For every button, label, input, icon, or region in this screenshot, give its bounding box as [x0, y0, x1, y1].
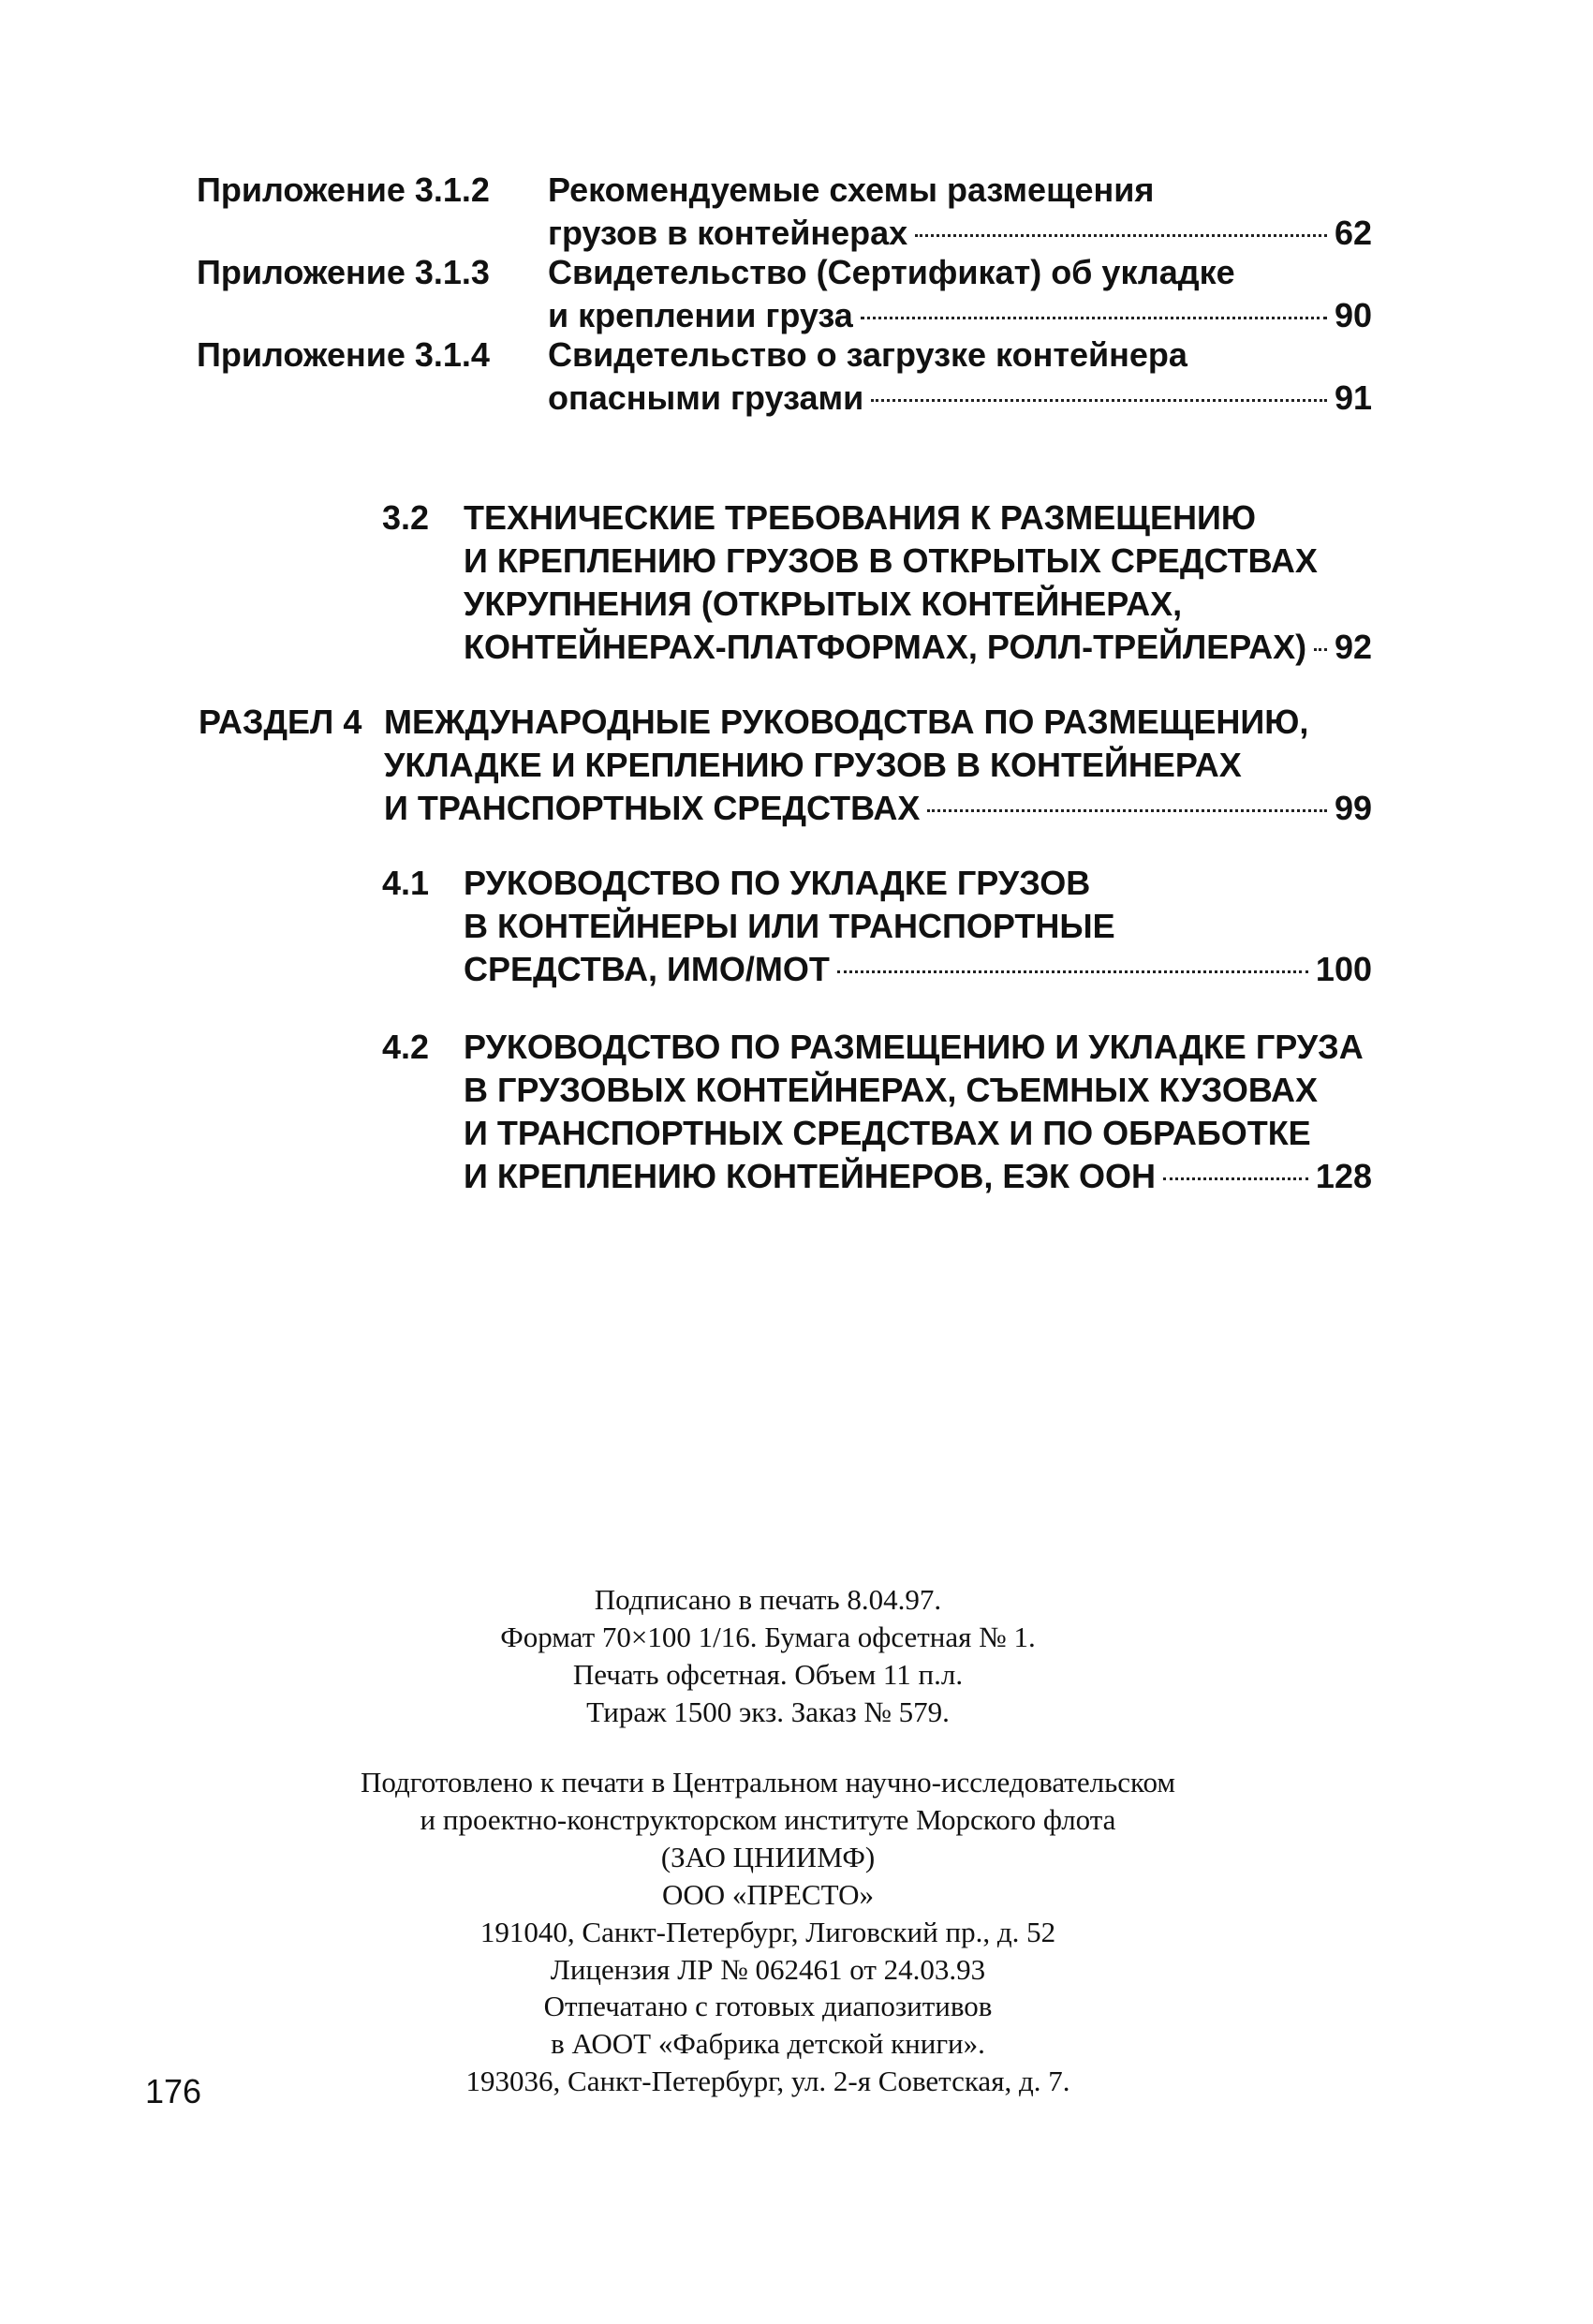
entry-title-line: СРЕДСТВА, ИМО/МОТ: [464, 950, 830, 988]
toc-entry: [548, 333, 1372, 420]
entry-last-line: [548, 212, 1372, 255]
entry-title-line: КОНТЕЙНЕРАХ-ПЛАТФОРМАХ, РОЛЛ-ТРЕЙЛЕРАХ): [464, 628, 1307, 666]
dot-leader: [927, 809, 1327, 812]
imprint-line: и проектно-конструкторском институте Морского флота: [420, 1803, 1116, 1836]
entry-title-line: УКРУПНЕНИЯ (ОТКРЫТЫХ КОНТЕЙНЕРАХ,: [464, 585, 1183, 623]
imprint-line: (ЗАО ЦНИИМФ): [660, 1841, 876, 1873]
entry-title-line: грузов в контейнерах: [548, 214, 908, 252]
appendix-label: Приложение 3.1.4: [197, 335, 490, 374]
print-info: [281, 1581, 1255, 1731]
entry-title-line: В КОНТЕЙНЕРЫ ИЛИ ТРАНСПОРТНЫЕ: [464, 907, 1115, 945]
appendix-label: Приложение 3.1.3: [197, 253, 490, 291]
page-ref: 99: [1334, 789, 1372, 827]
dot-leader: [837, 970, 1308, 973]
publisher-info: [281, 1764, 1255, 1989]
section-number: РАЗДЕЛ 4: [199, 703, 362, 741]
entry-title-line: И КРЕПЛЕНИЮ ГРУЗОВ В ОТКРЫТЫХ СРЕДСТВАХ: [464, 541, 1318, 580]
toc-entry: [464, 496, 1372, 669]
dot-leader: [861, 317, 1327, 319]
page-ref: 62: [1334, 214, 1372, 252]
entry-title-line: В ГРУЗОВЫХ КОНТЕЙНЕРАХ, СЪЕМНЫХ КУЗОВАХ: [464, 1071, 1319, 1109]
entry-title-line: и креплении груза: [548, 296, 853, 334]
toc-entry: [548, 169, 1372, 255]
page-ref: 90: [1334, 296, 1372, 334]
section-number: 4.2: [382, 1028, 430, 1066]
page-ref: 91: [1334, 378, 1372, 417]
imprint-line: Отпечатано с готовых диапозитивов: [543, 1990, 993, 2022]
entry-title-line: МЕЖДУНАРОДНЫЕ РУКОВОДСТВА ПО РАЗМЕЩЕНИЮ,: [384, 703, 1309, 741]
page-ref: 100: [1315, 950, 1372, 988]
imprint-line: Подготовлено к печати в Центральном научно-исследовательском: [361, 1766, 1175, 1799]
dot-leader: [1163, 1177, 1308, 1180]
imprint-line: ООО «ПРЕСТО»: [661, 1878, 875, 1911]
entry-title-line: опасными грузами: [548, 378, 864, 417]
entry-last-line: [464, 626, 1372, 669]
section-number: 3.2: [382, 498, 430, 537]
entry-last-line: [548, 294, 1372, 337]
imprint-line: Формат 70×100 1/16. Бумага офсетная № 1.: [500, 1621, 1036, 1653]
imprint-line: Печать офсетная. Объем 11 п.л.: [572, 1658, 964, 1691]
printer-info: [281, 1988, 1255, 2100]
entry-title-line: РУКОВОДСТВО ПО УКЛАДКЕ ГРУЗОВ: [464, 864, 1091, 902]
imprint-line: Тираж 1500 экз. Заказ № 579.: [586, 1695, 950, 1728]
entry-last-line: [464, 948, 1372, 991]
dot-leader: [915, 234, 1327, 237]
imprint-line: 193036, Санкт-Петербург, ул. 2-я Советская, д. 7.: [465, 2065, 1070, 2097]
entry-title-line: И ТРАНСПОРТНЫХ СРЕДСТВАХ: [384, 789, 921, 827]
toc-entry: [384, 701, 1372, 830]
entry-title-line: Рекомендуемые схемы размещения: [548, 170, 1155, 209]
page-ref: 128: [1315, 1157, 1372, 1195]
toc-entry: [548, 251, 1372, 337]
page-number: 176: [145, 2072, 202, 2110]
entry-title-line: УКЛАДКЕ И КРЕПЛЕНИЮ ГРУЗОВ В КОНТЕЙНЕРАХ: [384, 746, 1242, 784]
entry-last-line: [384, 787, 1372, 830]
section-number: 4.1: [382, 864, 430, 902]
entry-last-line: [464, 1155, 1372, 1198]
imprint-line: Лицензия ЛР № 062461 от 24.03.93: [550, 1953, 986, 1986]
entry-last-line: [548, 377, 1372, 420]
toc-entry: [464, 1026, 1372, 1198]
toc-entry: [464, 862, 1372, 991]
entry-title-line: ТЕХНИЧЕСКИЕ ТРЕБОВАНИЯ К РАЗМЕЩЕНИЮ: [464, 498, 1256, 537]
entry-title-line: И КРЕПЛЕНИЮ КОНТЕЙНЕРОВ, ЕЭК ООН: [464, 1157, 1157, 1195]
entry-title-line: РУКОВОДСТВО ПО РАЗМЕЩЕНИЮ И УКЛАДКЕ ГРУЗА: [464, 1028, 1364, 1066]
appendix-label: Приложение 3.1.2: [197, 170, 490, 209]
entry-title-line: Свидетельство о загрузке контейнера: [548, 335, 1187, 374]
dot-leader: [1314, 648, 1327, 651]
page-ref: 92: [1334, 628, 1372, 666]
imprint-line: 191040, Санкт-Петербург, Лиговский пр., д. 52: [479, 1916, 1056, 1948]
imprint-line: в АООТ «Фабрика детской книги».: [551, 2027, 985, 2060]
entry-title-line: Свидетельство (Сертификат) об укладке: [548, 253, 1235, 291]
dot-leader: [871, 399, 1327, 402]
entry-title-line: И ТРАНСПОРТНЫХ СРЕДСТВАХ И ПО ОБРАБОТКЕ: [464, 1114, 1311, 1152]
imprint-line: Подписано в печать 8.04.97.: [594, 1583, 942, 1616]
